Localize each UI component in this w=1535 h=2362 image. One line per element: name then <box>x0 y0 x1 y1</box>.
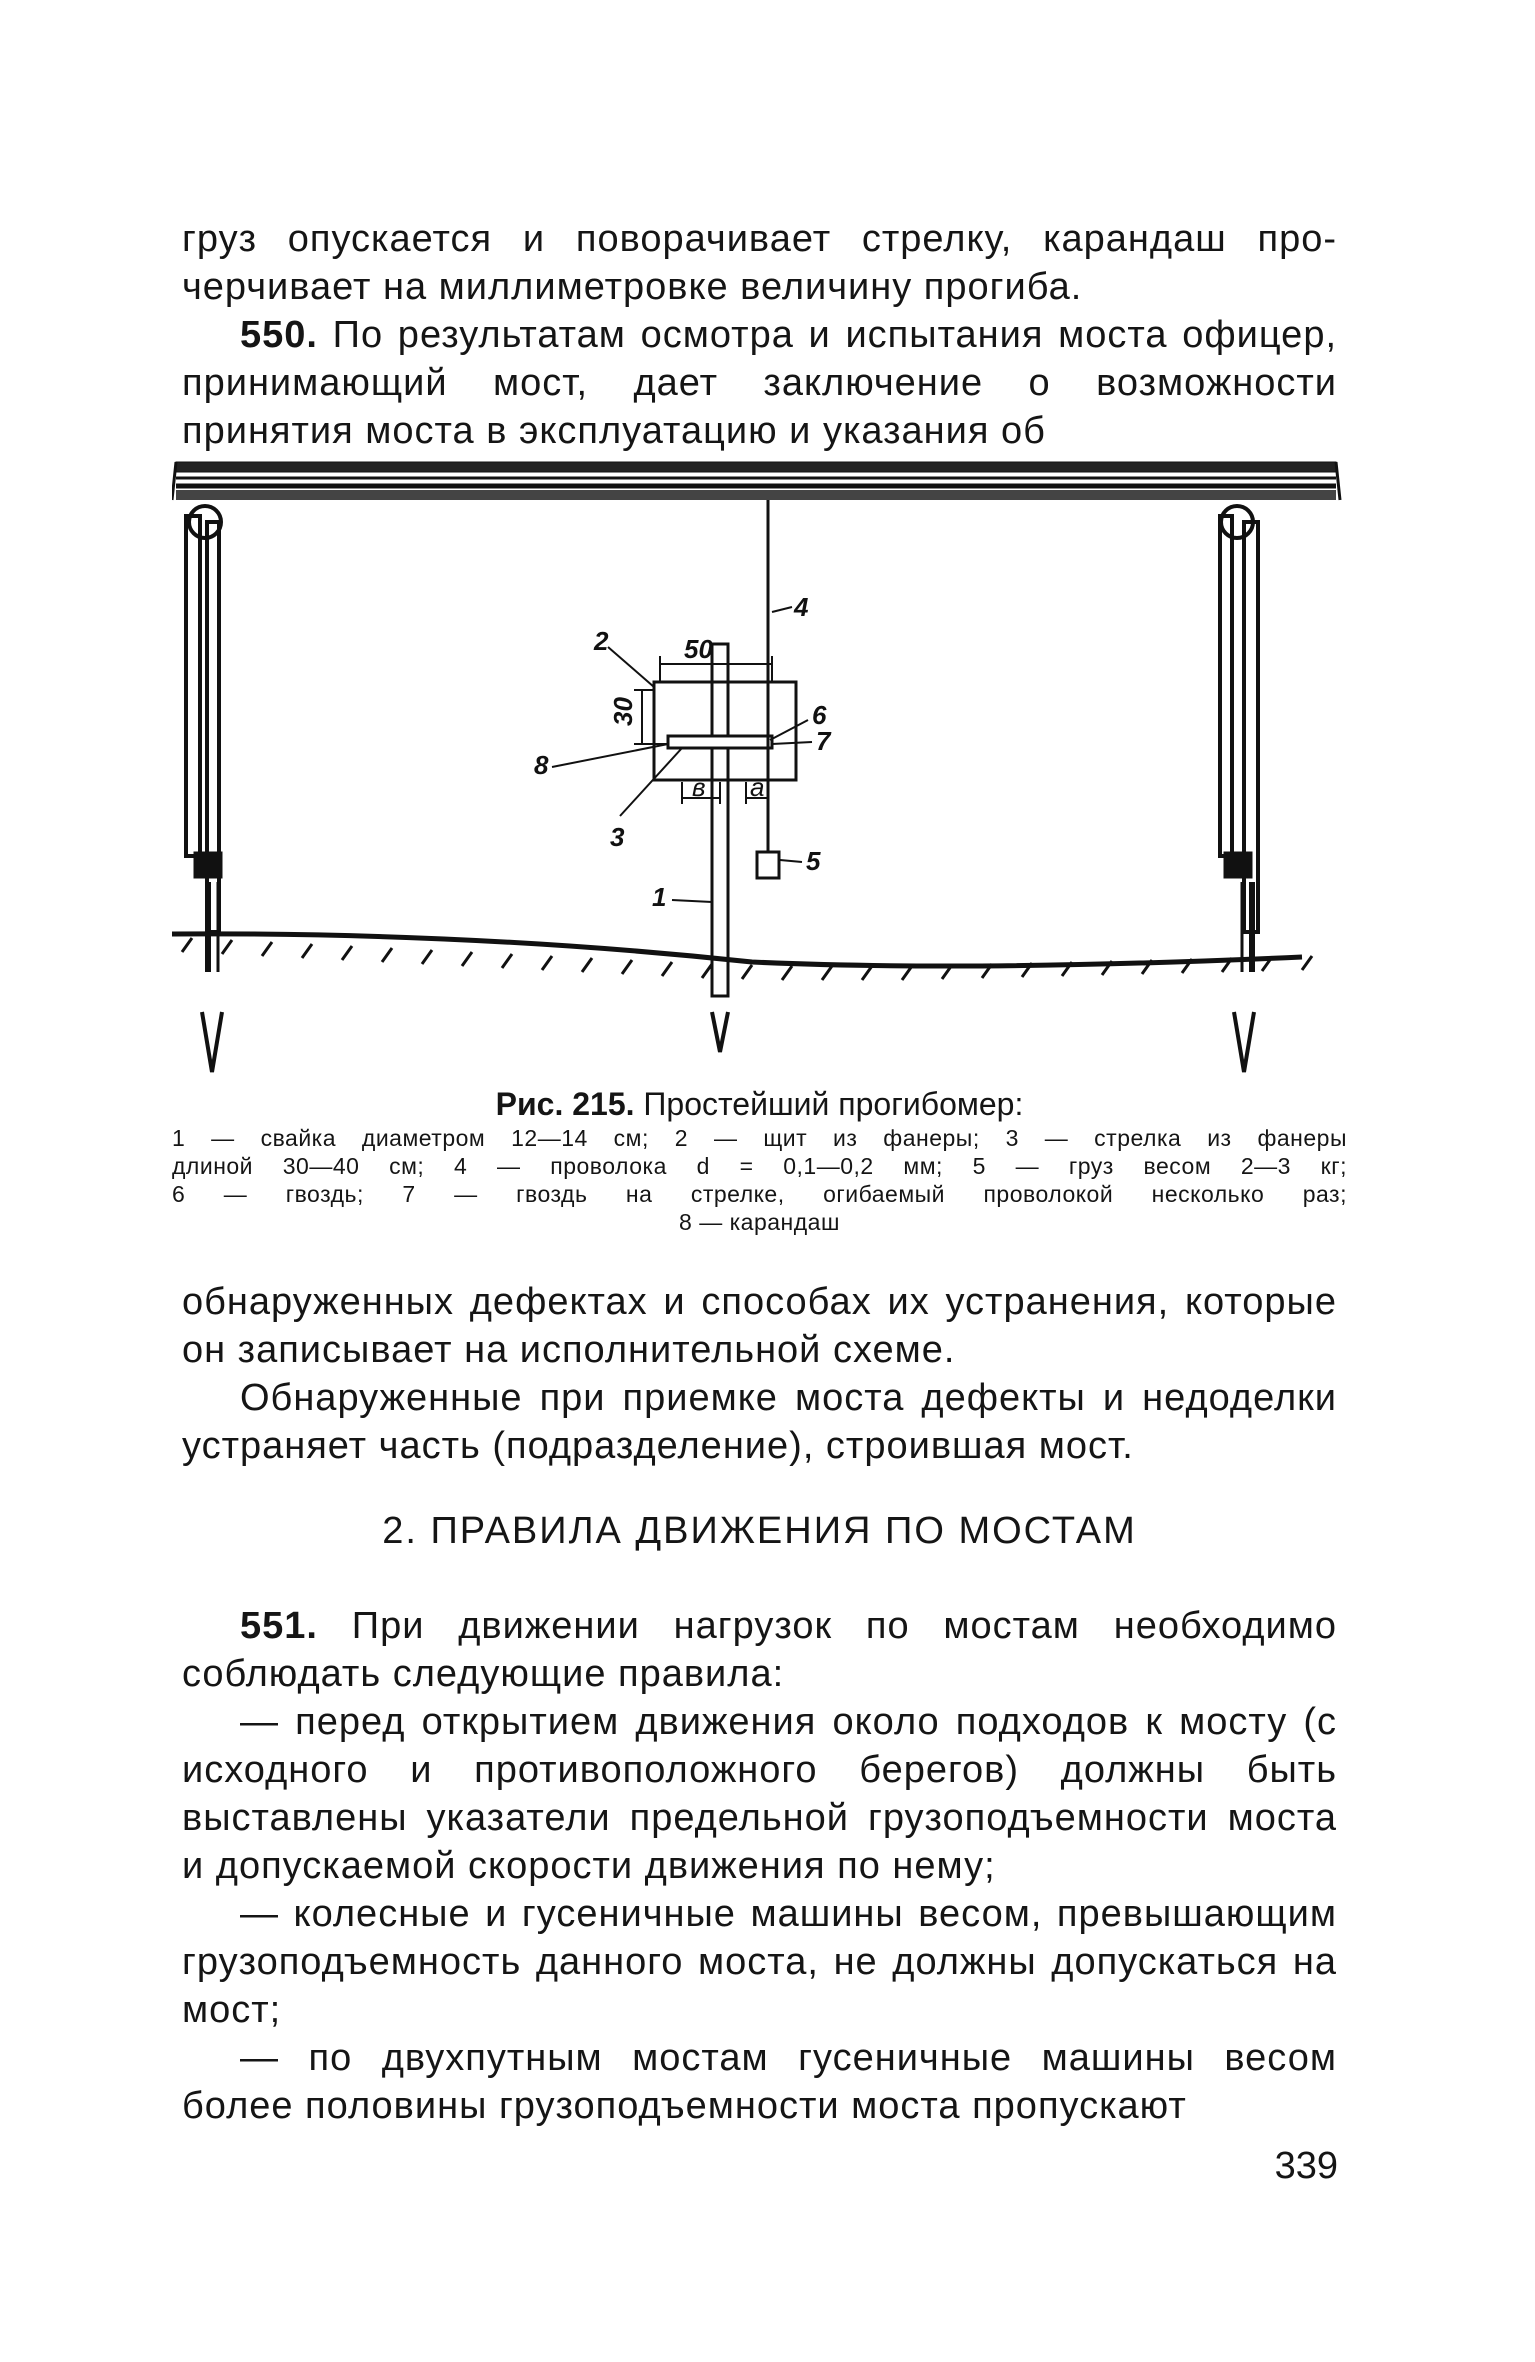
ground-line <box>172 934 1312 980</box>
plywood-shield <box>654 682 796 780</box>
dim-width-label: 50 <box>684 634 713 664</box>
paragraph-551-number: 551. <box>240 1605 318 1647</box>
section-title: 2. ПРАВИЛА ДВИЖЕНИЯ ПО МОСТАМ <box>382 1510 1137 1552</box>
plywood-arrow <box>668 736 772 748</box>
paragraph-defects: обнаруженных дефектах и способах их устранения, которые он записывает на исполнительной схеме. <box>182 1281 1337 1371</box>
label-5: 5 <box>806 846 821 876</box>
figure-title: Простейший прогибомер: <box>643 1086 1024 1122</box>
paragraph-550-number: 550. <box>240 314 318 356</box>
paragraph-550 <box>182 311 1337 455</box>
dimension-lines <box>552 607 812 902</box>
caption-title-line <box>172 1084 1347 1124</box>
label-2: 2 <box>594 626 609 656</box>
legend-line: 1 — свайка диаметром 12—14 см; 2 — щит из фанеры; 3 — стрелка из фанеры <box>172 1125 1347 1151</box>
top-line-1: груз опускается и поворачивает стрелку, карандаш про- <box>182 218 1337 260</box>
figure-number: Рис. 215. <box>495 1086 635 1122</box>
rule-item: — перед открытием движения около подходов к мосту (с исходного и противоположного берегов) должны быть выставлены указатели предельной грузоподъемности моста и допускаемой скорости движения по нему; <box>182 1701 1337 1887</box>
dim-a-label: а <box>750 772 765 802</box>
legend-line: 8 — карандаш <box>679 1209 840 1235</box>
paragraph-550-body: По результатам осмотра и испытания моста офицер, принимающий мост, дает заключение о возможности принятия моста в эксплуатацию и указания об <box>182 314 1338 452</box>
weight <box>757 852 779 878</box>
top-line-2: черчивает на миллиметровке величину прогиба. <box>182 266 1083 308</box>
figure-caption <box>172 1084 1347 1236</box>
legend-line: 6 — гвоздь; 7 — гвоздь на стрелке, огибаемый проволокой несколько раз; <box>172 1181 1347 1207</box>
label-3: 3 <box>610 822 625 852</box>
label-4: 4 <box>794 592 809 622</box>
label-1: 1 <box>652 882 667 912</box>
deflection-gauge-figure <box>172 452 1342 1082</box>
mid-text <box>182 1278 1337 1470</box>
label-7: 7 <box>816 726 831 756</box>
paragraph-551-body: При движении нагрузок по мостам необходимо соблюдать следующие правила: <box>182 1605 1337 1695</box>
dim-height-label: 30 <box>608 697 638 726</box>
page-number: 339 <box>1274 2145 1338 2187</box>
paragraph-551 <box>182 1602 1337 1698</box>
bridge-deck <box>172 462 1340 500</box>
bottom-text <box>182 1602 1337 2130</box>
rule-item: — по двухпутным мостам гусеничные машины весом более половины грузоподъемности моста пропускают <box>182 2037 1337 2127</box>
label-6: 6 <box>812 700 827 730</box>
dim-b-label: в <box>692 772 706 802</box>
left-pier <box>186 506 222 1072</box>
rule-item: — колесные и гусеничные машины весом, превышающим грузоподъемность данного моста, не должны допускаться на мост; <box>182 1893 1337 2031</box>
legend-line: длиной 30—40 см; 4 — проволока d = 0,1—0,2 мм; 5 — груз весом 2—3 кг; <box>172 1153 1347 1179</box>
paragraph-fixes: Обнаруженные при приемке моста дефекты и недоделки устраняет часть (подразделение), строившая мост. <box>182 1377 1337 1467</box>
stake <box>712 644 728 1052</box>
top-text <box>182 215 1337 455</box>
figure-legend <box>172 1124 1347 1236</box>
label-8: 8 <box>534 750 549 780</box>
right-pier <box>1220 506 1258 1072</box>
